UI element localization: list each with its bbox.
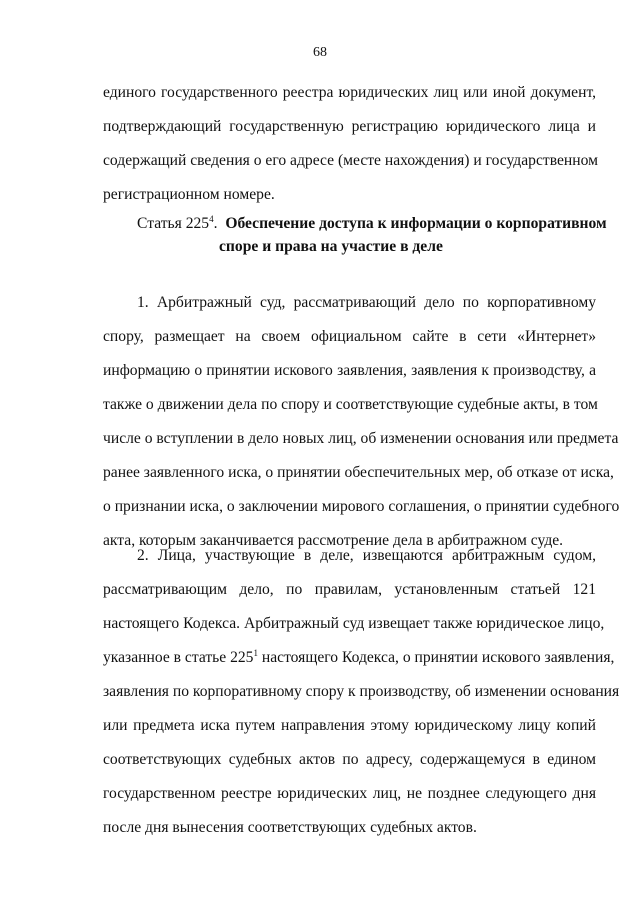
text-line: соответствующих судебных актов по адресу, содержащемуся в едином (103, 751, 596, 768)
intro-paragraph (103, 76, 596, 212)
text-line: подтверждающий государственную регистрацию юридического лица и (103, 118, 596, 135)
article-number-dot: . (213, 215, 218, 232)
text-segment: настоящего Кодекса, о принятии искового заявления, (257, 649, 615, 666)
text-line-with-superscript (103, 641, 615, 675)
page-number: 68 (313, 45, 327, 60)
paragraph-1 (103, 286, 620, 558)
text-line: заявления по корпоративному спору к производству, об изменении основания (103, 683, 620, 700)
article-heading (103, 212, 607, 258)
text-line: 2. Лица, участвующие в деле, извещаются арбитражным судом, (137, 547, 596, 564)
text-line: числе о вступлении в дело новых лиц, об изменении основания или предмета (103, 430, 619, 447)
text-line: единого государственного реестра юридических лиц или иной документ, (103, 84, 596, 101)
text-line: 1. Арбитражный суд, рассматривающий дело по корпоративному (137, 294, 596, 311)
article-number: Статья 225 (137, 215, 210, 232)
text-line: спору, размещает на своем официальном сайте в сети «Интернет» (103, 328, 596, 345)
text-line: государственном реестре юридических лиц, не позднее следующего дня (103, 785, 596, 802)
text-segment: указанное в статье 225 (103, 649, 254, 666)
paragraph-2 (103, 539, 620, 845)
text-line: или предмета иска путем направления этому юридическому лицу копий (103, 717, 596, 734)
text-line: ранее заявленного иска, о принятии обеспечительных мер, об отказе от иска, (103, 464, 614, 481)
article-title-line-1: Обеспечение доступа к информации о корпоративном (225, 215, 607, 232)
text-line: акта, которым заканчивается рассмотрение дела в арбитражном суде. (103, 532, 564, 549)
article-number-superscript: 4 (209, 213, 214, 224)
text-line: рассматривающим дело, по правилам, установленным статьей 121 (103, 581, 596, 598)
superscript: 1 (253, 647, 258, 658)
text-line: о признании иска, о заключении мирового соглашения, о принятии судебного (103, 498, 620, 515)
text-line: после дня вынесения соответствующих судебных актов. (103, 819, 477, 836)
text-line: содержащий сведения о его адресе (месте нахождения) и государственном (103, 152, 598, 169)
text-line: настоящего Кодекса. Арбитражный суд извещает также юридическое лицо, (103, 615, 605, 632)
article-title-line-2: споре и права на участие в деле (219, 238, 443, 255)
text-line: информацию о принятии искового заявления, заявления к производству, а (103, 362, 596, 379)
text-line: также о движении дела по спору и соответствующие судебные акты, в том (103, 396, 598, 413)
text-line: регистрационном номере. (103, 186, 275, 203)
